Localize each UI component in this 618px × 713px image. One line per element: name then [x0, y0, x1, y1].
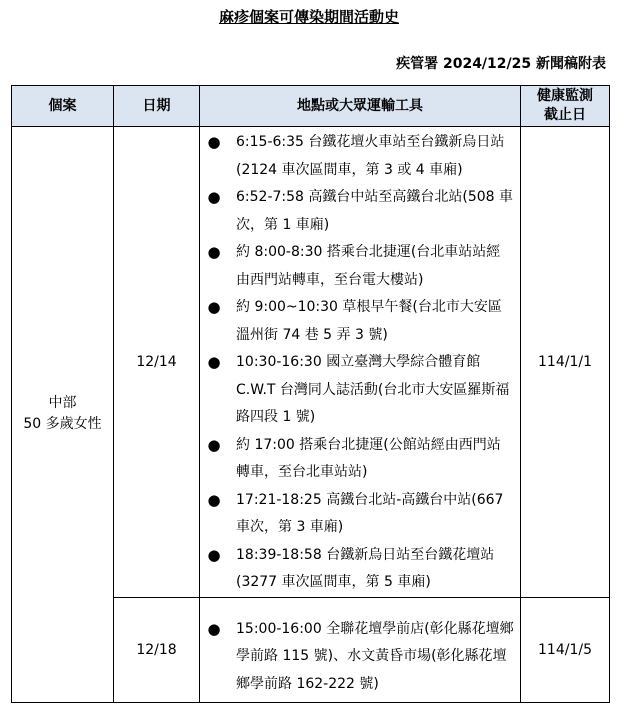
header-monitor-line2: 截止日 — [544, 107, 586, 123]
table-header-row — [12, 86, 610, 127]
list-item-text: 6:52-7:58 高鐵台中站至高鐵台北站(508 車次，第 1 車廂) — [236, 189, 514, 233]
bullet-icon: ● — [207, 490, 221, 509]
places-list — [200, 598, 520, 699]
bullet-icon: ● — [207, 243, 221, 261]
bullet-icon: ● — [207, 545, 221, 564]
list-item-text: 約 8:00-8:30 搭乘台北捷運(台北車站站經由西門站轉車，至台電大樓站) — [236, 244, 501, 288]
list-item — [200, 294, 514, 349]
list-item — [200, 239, 514, 294]
list-item-text: 約 9:00~10:30 草根早午餐(台北市大安區溫州街 74 巷 5 弄 3 號) — [236, 299, 502, 343]
bullet-icon: ● — [207, 188, 221, 206]
bullet-icon: ● — [207, 353, 221, 371]
list-item-text: 15:00-16:00 全聯花壇學前店(彰化縣花壇鄉學前路 115 號)、水文黃昏市場(彰化縣花壇鄉學前路 162-222 號) — [236, 620, 514, 692]
monitor-end-cell: 114/1/5 — [521, 597, 610, 702]
case-cell — [12, 127, 114, 703]
monitor-end-cell: 114/1/1 — [521, 127, 610, 598]
list-item-text: 約 17:00 搭乘台北捷運(公館站經由西門站轉車，至台北車站站) — [236, 436, 501, 480]
bullet-icon: ● — [207, 619, 221, 638]
list-item — [200, 349, 514, 432]
list-item — [200, 542, 514, 597]
places-list — [200, 127, 520, 597]
source-note: 疾管署 2024/12/25 新聞稿附表 — [396, 56, 606, 72]
date-cell: 12/18 — [114, 597, 200, 702]
bullet-icon: ● — [207, 298, 221, 316]
activity-table — [11, 85, 610, 703]
case-region: 中部 — [48, 395, 77, 412]
list-item — [200, 129, 514, 184]
table-row — [12, 127, 610, 598]
list-item — [200, 184, 514, 239]
list-item-text: 10:30-16:30 國立臺灣大學綜合體育館 C.W.T 台灣同人誌活動(台北市大安區羅斯福路四段 1 號) — [236, 354, 510, 425]
bullet-icon: ● — [207, 133, 221, 151]
header-place: 地點或大眾運輸工具 — [200, 86, 521, 127]
places-cell — [200, 127, 521, 598]
list-item-text: 17:21-18:25 高鐵台北站-高鐵台中站(667 車次，第 3 車廂) — [236, 491, 504, 535]
header-date: 日期 — [114, 86, 200, 127]
case-description: 50 多歲女性 — [23, 416, 102, 433]
document-title: 麻疹個案可傳染期間活動史 — [218, 8, 399, 26]
bullet-icon: ● — [207, 435, 221, 454]
list-item-text: 6:15-6:35 台鐵花壇火車站至台鐵新烏日站(2124 車次區間車，第 3 或 4 車廂) — [236, 134, 505, 178]
date-cell: 12/14 — [114, 127, 200, 598]
list-item — [200, 616, 514, 699]
header-monitor-line1: 健康監測 — [537, 88, 593, 104]
header-case: 個案 — [12, 86, 114, 127]
list-item — [200, 432, 514, 487]
header-monitor — [521, 86, 610, 127]
list-item-text: 18:39-18:58 台鐵新烏日站至台鐵花壇站(3277 車次區間車，第 5 車廂) — [236, 546, 495, 590]
places-cell — [200, 597, 521, 702]
list-item — [200, 487, 514, 542]
